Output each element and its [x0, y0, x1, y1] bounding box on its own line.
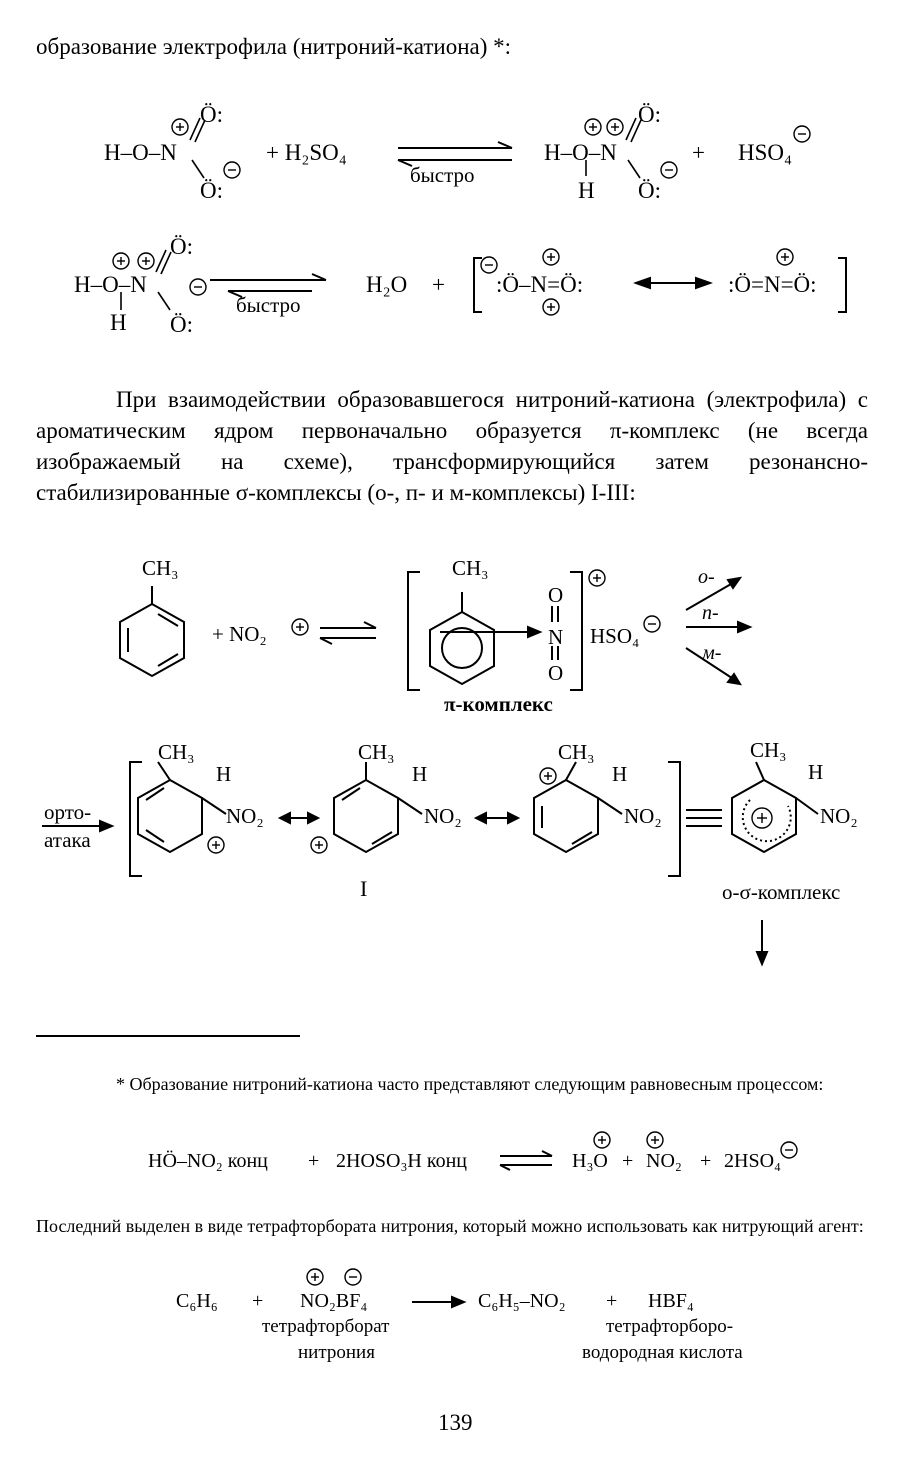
- eq2-arrow-label: быстро: [236, 293, 301, 317]
- sigma2-h: H: [412, 762, 428, 786]
- para-path-label: п-: [702, 602, 719, 624]
- ortho-path-label: о-: [698, 566, 715, 588]
- sigma3-no2: NO₂: [624, 804, 662, 828]
- footnote-eq2-benzene: C₆H₆: [176, 1290, 218, 1312]
- footnote-text: * Образование нитроний-катиона часто представляют следующим равновесным процессом:: [116, 1074, 824, 1094]
- body-paragraph: При взаимодействии образовавшегося нитроний-катиона (электрофила) с ароматическим ядром первоначально образуется π-комплекс (не всегда изображаемый на схеме), трансформирующийся затем резонансно-стабилизированные σ-комплексы (о-, п- и м-комплексы) I-III:: [36, 387, 868, 505]
- eq1-plus: +: [692, 140, 705, 165]
- eq1-rhs-h: H: [578, 178, 595, 203]
- pi-ch3: CH₃: [452, 556, 489, 580]
- footnote-acid-name-1: тетрафторборо-: [606, 1316, 734, 1337]
- footnote-eq-plus2: +: [622, 1150, 634, 1172]
- svg-text:Ö:: Ö:: [638, 178, 661, 203]
- svg-text:Ö:: Ö:: [200, 178, 223, 203]
- page-number: 139: [438, 1410, 473, 1435]
- eq1-lhs: H–O–N: [104, 140, 177, 165]
- eq2-lhs-h: H: [110, 310, 127, 335]
- footnote-eq-lhs: HÖ–NO₂ конц: [148, 1150, 268, 1172]
- sigma4-ch3: CH₃: [750, 738, 787, 762]
- footnote-eq2-product: C₆H₅–NO₂: [478, 1290, 566, 1312]
- svg-text:Ö:: Ö:: [170, 312, 193, 337]
- structure-number: I: [360, 876, 368, 901]
- svg-text:O: O: [548, 583, 564, 607]
- footnote-reagent-name-1: тетрафторборат: [262, 1316, 390, 1337]
- sigma1-h: H: [216, 762, 232, 786]
- footnote-eq-no2: NO₂: [646, 1150, 682, 1172]
- nitronium-reagent: + NO₂: [212, 622, 267, 646]
- eq2-resonance-1: :Ö–N=Ö:: [496, 272, 584, 297]
- footnote-eq-h3o: H₃O: [572, 1150, 608, 1172]
- sigma-complex-label: о-σ-комплекс: [722, 880, 841, 904]
- footnote-eq-reagent: 2HOSO₃H конц: [336, 1150, 467, 1172]
- eq1-reagent: + H₂SO₄: [266, 140, 347, 165]
- eq1-product: HSO₄: [738, 140, 793, 165]
- eq2-water: H₂O: [366, 272, 408, 297]
- ortho-attack-label-1: орто-: [44, 800, 92, 824]
- section-heading: образование электрофила (нитроний-катиона) *:: [36, 34, 512, 59]
- footnote-reagent-name-2: нитрония: [298, 1342, 375, 1363]
- toluene-ch3: CH₃: [142, 556, 179, 580]
- svg-text:Ö:: Ö:: [170, 234, 193, 259]
- footnote-eq-hso4: 2HSO₄: [724, 1150, 781, 1172]
- sigma1-no2: NO₂: [226, 804, 264, 828]
- eq1-rhs: H–O–N: [544, 140, 617, 165]
- pi-hso4: HSO₄: [590, 624, 640, 648]
- ortho-attack-label-2: атака: [44, 828, 91, 852]
- footnote-eq-plus1: +: [308, 1150, 320, 1172]
- sigma2-ch3: CH₃: [358, 740, 395, 764]
- eq2-plus: +: [432, 272, 445, 297]
- eq1-arrow-label: быстро: [410, 163, 475, 187]
- footnote-eq2-reagent: NO₂BF₄: [300, 1290, 368, 1312]
- footnote-eq2-plus2: +: [606, 1290, 618, 1312]
- sigma4-h: H: [808, 760, 824, 784]
- footnote-acid-name-2: водородная кислота: [582, 1342, 743, 1363]
- pi-complex-label: π-комплекс: [444, 692, 553, 716]
- footnote-eq2-plus1: +: [252, 1290, 264, 1312]
- footnote-eq2-acid: HBF₄: [648, 1290, 694, 1312]
- svg-text:Ö:: Ö:: [638, 102, 661, 127]
- eq2-resonance-2: :Ö=N=Ö:: [728, 272, 817, 297]
- eq2-lhs: H–O–N: [74, 272, 147, 297]
- footnote-eq-plus3: +: [700, 1150, 712, 1172]
- svg-text:N: N: [548, 625, 564, 649]
- sigma2-no2: NO₂: [424, 804, 462, 828]
- sigma3-ch3: CH₃: [558, 740, 595, 764]
- svg-text:Ö:: Ö:: [200, 102, 223, 127]
- svg-text:O: O: [548, 661, 564, 685]
- meta-path-label: м-: [702, 642, 722, 664]
- sigma3-h: H: [612, 762, 628, 786]
- footnote-text-2: Последний выделен в виде тетрафторбората нитрония, который можно использовать как нитрующий агент:: [36, 1216, 864, 1236]
- sigma1-ch3: CH₃: [158, 740, 195, 764]
- sigma4-no2: NO₂: [820, 804, 858, 828]
